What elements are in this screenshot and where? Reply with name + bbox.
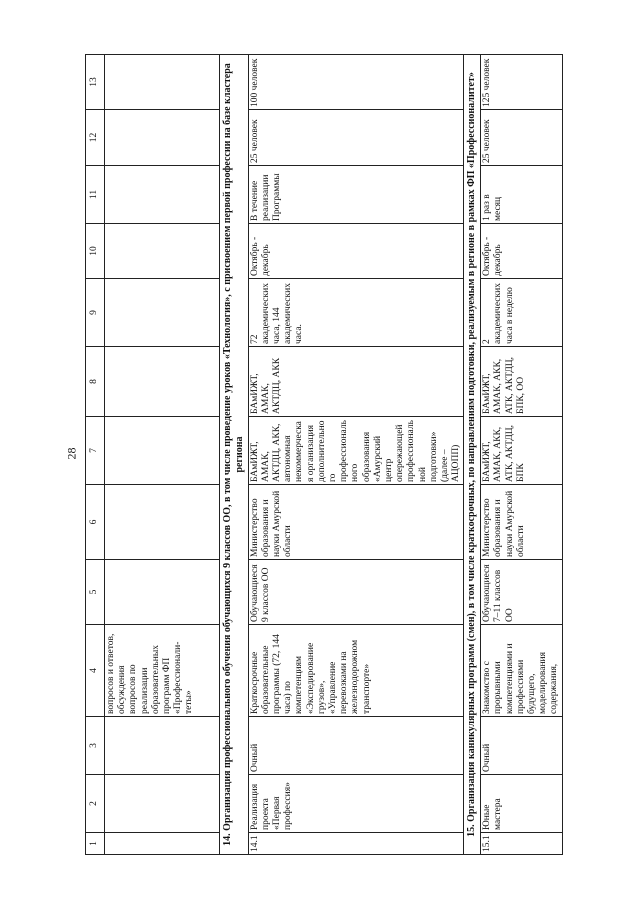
cell-c1: 15.1 xyxy=(481,833,562,855)
col-num-2: 2 xyxy=(86,775,105,833)
section-15-header-row xyxy=(464,55,481,855)
cell-c10: Октябрь - декабрь xyxy=(248,224,464,279)
col-num-4: 4 xyxy=(86,625,105,717)
cell-c6: Министерство образования и науки Амурской области xyxy=(248,485,464,560)
cell-c7: БАмИЖТ, АМАК, АКТДЦ, АКК, автономная некоммерческая организация дополнительного профессионального образования «Амурский центр опережающей профессиональной подготовки» (далее – АЦОПП) xyxy=(248,417,464,485)
col-num-7: 7 xyxy=(86,417,105,485)
cell-c3: Очный xyxy=(248,717,464,775)
cell-c12: 25 человек xyxy=(248,110,464,166)
cell-c11: В течение реализации Программы xyxy=(248,166,464,224)
cell xyxy=(105,417,220,485)
cell-c5: Обучающиеся 7–11 классов ОО xyxy=(481,560,562,625)
cell xyxy=(105,110,220,166)
cell-c2: Юные мастера xyxy=(481,775,562,833)
col-num-13: 13 xyxy=(86,55,105,110)
cell-c10: Октябрь - декабрь xyxy=(481,224,562,279)
cell xyxy=(105,560,220,625)
cell-c1: 14.1 xyxy=(248,833,464,855)
cell-c8: БАмИЖТ, АМАК, АКК, АТК, АКТДЦ, БПК, ОО xyxy=(481,347,562,417)
cell-c2: Реализация проекта «Первая профессия» xyxy=(248,775,464,833)
cell xyxy=(105,775,220,833)
section-14-header-row xyxy=(220,55,249,855)
cell-c8: БАмИЖТ, АМАК, АКТДЦ, АКК xyxy=(248,347,464,417)
col-num-6: 6 xyxy=(86,485,105,560)
continuation-row xyxy=(105,55,220,855)
cell xyxy=(105,55,220,110)
cell-c4: Краткосрочные образовательные программы (72, 144 часа) по компетенциям «Экспедирование грузов», «Управление перевозками на железнодорожном транспорте» xyxy=(248,625,464,717)
cell xyxy=(105,224,220,279)
section-15-title: 15. Организация каникулярных программ (смен), в том числе краткосрочных, по направлениям подготовки, реализуемым в регионе в рамках ФП «Профессионалитет» xyxy=(464,55,481,855)
column-number-row xyxy=(86,55,105,855)
cell-c12: 25 человек xyxy=(481,110,562,166)
cell xyxy=(105,485,220,560)
col-num-3: 3 xyxy=(86,717,105,775)
col-num-9: 9 xyxy=(86,279,105,347)
table-row xyxy=(481,55,562,855)
cell xyxy=(105,833,220,855)
cell-c4: Знакомство с прорывными компетенциями и профессиями будущего, моделирования содержания, xyxy=(481,625,562,717)
col-num-8: 8 xyxy=(86,347,105,417)
col-num-12: 12 xyxy=(86,110,105,166)
cell-c3: Очный xyxy=(481,717,562,775)
col-num-10: 10 xyxy=(86,224,105,279)
col-num-11: 11 xyxy=(86,166,105,224)
cell-c7: БАмИЖТ, АМАК, АКК, АТК, АКТДЦ, БПК xyxy=(481,417,562,485)
section-14-title: 14. Организация профессионального обучения обучающихся 9 классов ОО, в том числе проведение уроков «Технология», с присвоением первой профессии на базе кластера региона xyxy=(220,55,249,855)
col-num-5: 5 xyxy=(86,560,105,625)
cell-c6: Министерство образования и науки Амурской области xyxy=(481,485,562,560)
rotated-table-wrapper xyxy=(85,55,560,855)
cell-c13: 100 человек xyxy=(248,55,464,110)
cell-c11: 1 раз в месяц xyxy=(481,166,562,224)
cell xyxy=(105,347,220,417)
program-table xyxy=(85,54,563,855)
cell-c4: вопросов и ответов, обсуждения вопросов по реализации образовательных программ ФП «Профессионали-теты» xyxy=(105,625,220,717)
cell-c13: 125 человек xyxy=(481,55,562,110)
table-row xyxy=(248,55,464,855)
cell-c9: 72 академических часа, 144 академических часа. xyxy=(248,279,464,347)
cell-c9: 2 академических часа в неделю xyxy=(481,279,562,347)
col-num-1: 1 xyxy=(86,833,105,855)
cell xyxy=(105,166,220,224)
cell xyxy=(105,717,220,775)
page-number: 28 xyxy=(64,447,79,460)
cell xyxy=(105,279,220,347)
cell-c5: Обучающиеся 9 классов ОО xyxy=(248,560,464,625)
